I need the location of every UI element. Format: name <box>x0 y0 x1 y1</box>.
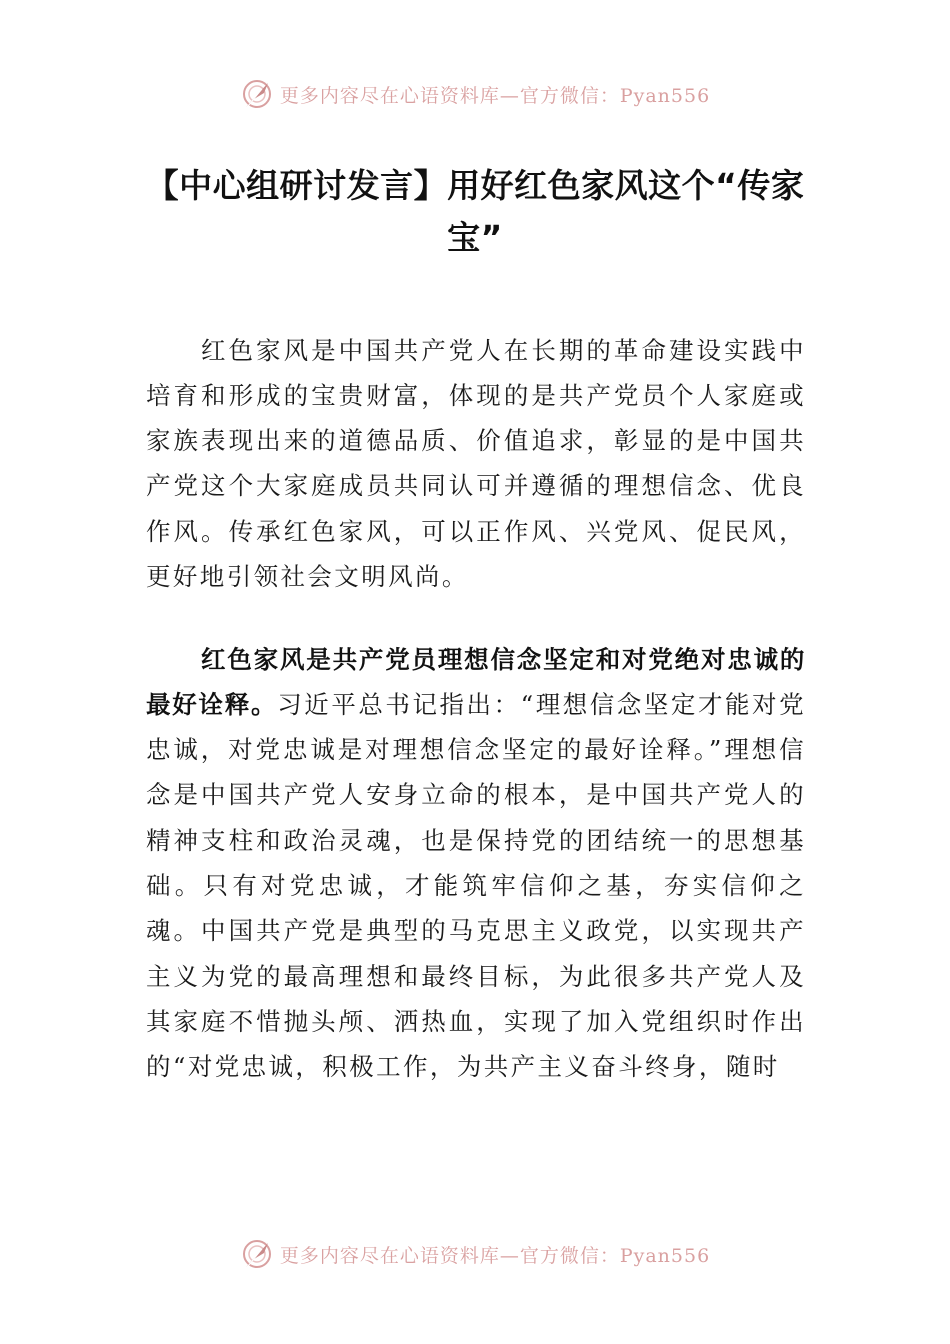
paragraph-1-text: 红色家风是中国共产党人在长期的革命建设实践中培育和形成的宝贵财富，体现的是共产党员个人家庭或家族表现出来的道德品质、价值追求，彰显的是中国共产党这个大家庭成员共同认可并遵循的理想信念、优良作风。传承红色家风，可以正作风、兴党风、促民风，更好地引领社会文明风尚。 <box>146 335 806 591</box>
paragraph-2 <box>146 637 806 1090</box>
paragraph-2-text: 习近平总书记指出：“理想信念坚定才能对党忠诚，对党忠诚是对理想信念坚定的最好诠释。”理想信念是中国共产党人安身立命的根本，是中国共产党人的精神支柱和政治灵魂，也是保持党的团结统一的思想基础。只有对党忠诚，才能筑牢信仰之基，夯实信仰之魂。中国共产党是典型的马克思主义政党，以实现共产主义为党的最高理想和最终目标，为此很多共产党人及其家庭不惜抛头颅、洒热血，实现了加入党组织时作出的“对党忠诚，积极工作，为共产主义奋斗终身，随时 <box>146 689 807 1082</box>
paragraph-1 <box>146 328 806 600</box>
page-header-watermark <box>0 74 950 114</box>
document-title: 【中心组研讨发言】用好红色家风这个“传家宝” <box>145 166 805 257</box>
quill-seal-icon <box>240 77 274 111</box>
watermark-text: 更多内容尽在心语资料库—官方微信：Pyan556 <box>279 1244 711 1267</box>
paragraph-2-lead: 红色家风是共产党员理想信念坚定和对党绝对忠诚的最好诠释。 <box>146 644 806 719</box>
quill-seal-icon <box>240 1237 274 1271</box>
page-footer-watermark <box>0 1234 950 1274</box>
watermark-text: 更多内容尽在心语资料库—官方微信：Pyan556 <box>279 84 711 107</box>
